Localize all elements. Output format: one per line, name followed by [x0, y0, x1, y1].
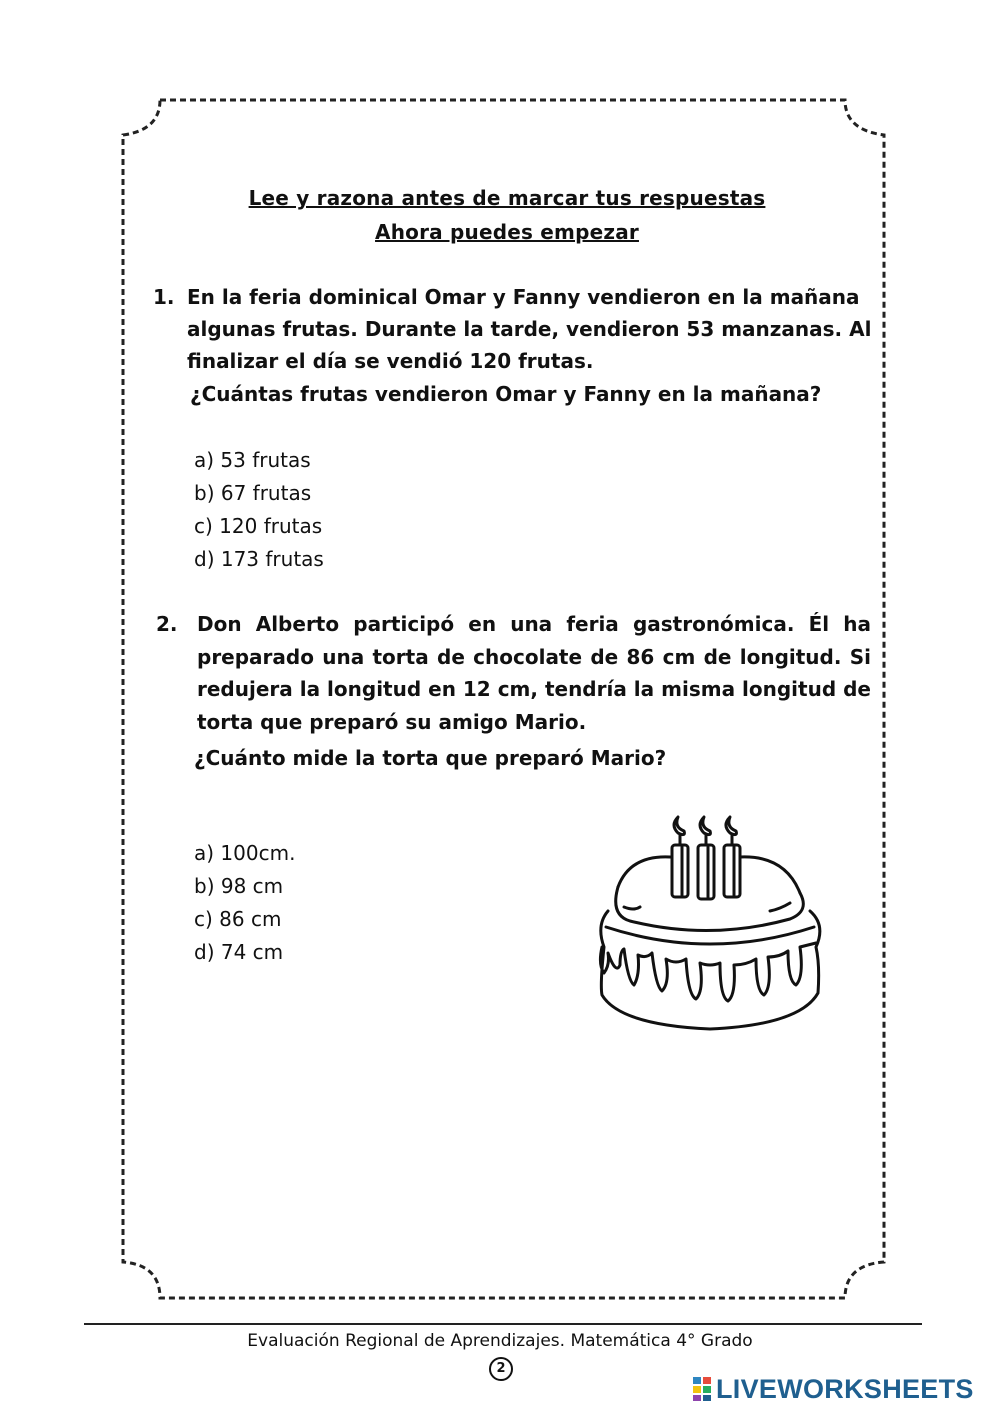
instruction-heading: Lee y razona antes de marcar tus respuestas — [248, 186, 766, 210]
question-2-option-c[interactable]: c) 86 cm — [194, 907, 282, 931]
question-1-option-c[interactable]: c) 120 frutas — [194, 514, 323, 538]
question-1-option-b[interactable]: b) 67 frutas — [194, 481, 312, 505]
liveworksheets-logo-text: LIVEWORKSHEETS — [716, 1373, 974, 1404]
question-1-number: 1. — [153, 285, 175, 309]
footer-text: Evaluación Regional de Aprendizajes. Matemática 4° Grado — [247, 1331, 753, 1351]
question-1-option-a[interactable]: a) 53 frutas — [194, 448, 311, 472]
question-1-option-d[interactable]: d) 173 frutas — [194, 547, 324, 571]
question-1-text-line: algunas frutas. Durante la tarde, vendieron 53 manzanas. Al — [187, 317, 872, 341]
question-2-option-b[interactable]: b) 98 cm — [194, 874, 284, 898]
start-heading: Ahora puedes empezar — [375, 220, 639, 244]
birthday-cake-illustration — [590, 815, 830, 1035]
question-2-number: 2. — [156, 612, 178, 636]
liveworksheets-logo-icon — [692, 1376, 712, 1402]
question-1-text-line: finalizar el día se vendió 120 frutas. — [187, 349, 594, 373]
page-number: 2 — [489, 1357, 513, 1381]
question-1-text-line: En la feria dominical Omar y Fanny vendieron en la mañana — [187, 285, 860, 309]
liveworksheets-logo — [692, 1374, 974, 1404]
footer-divider — [84, 1323, 922, 1325]
question-2-option-a[interactable]: a) 100cm. — [194, 841, 296, 865]
question-2-prompt: ¿Cuánto mide la torta que preparó Mario? — [194, 746, 667, 770]
question-2-text: Don Alberto participó en una feria gastronómica. Él ha preparado una torta de chocolate de 86 cm de longitud. Si redujera la longitud en 12 cm, tendría la misma longitud de torta que preparó su amigo Mario. — [197, 612, 871, 734]
question-1-prompt: ¿Cuántas frutas vendieron Omar y Fanny en la mañana? — [190, 382, 822, 406]
question-2-option-d[interactable]: d) 74 cm — [194, 940, 284, 964]
